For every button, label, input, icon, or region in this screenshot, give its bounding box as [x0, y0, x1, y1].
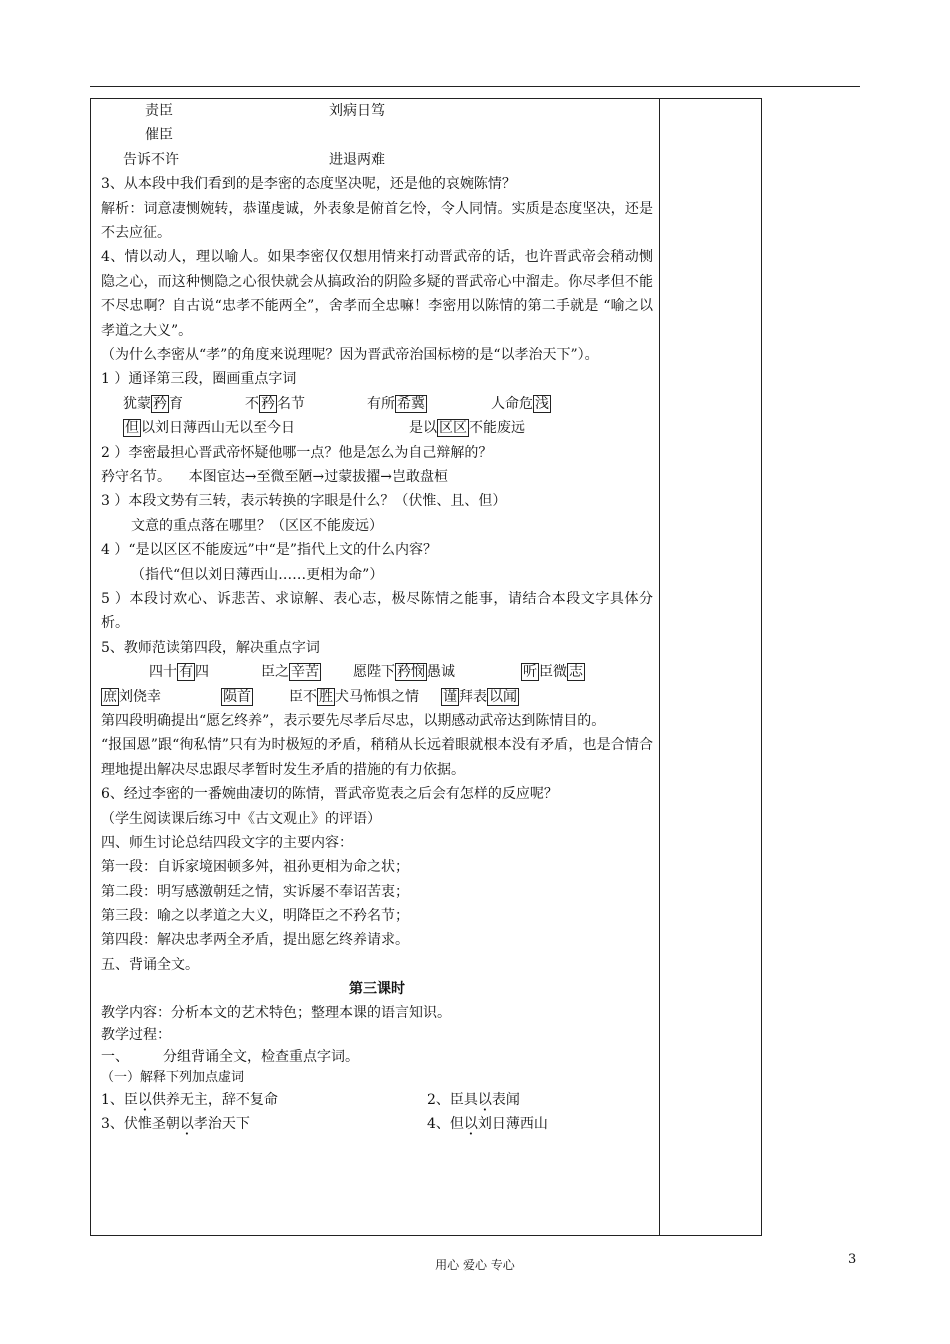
- text: 以刘日薄西山无以至今日: [141, 420, 295, 437]
- question-4: 4、情以动人，理以喻人。如果李密仅仅想用情来打动晋武帝的话，也许晋武帝会稍动恻隐之心，而这种恻隐之心很快就会从搞政治的阴险多疑的晋武帝心中溜走。你尽孝但不能不尽忠啊？自古说“忠孝不能两全”，舍孝而全忠嘛！李密用以陈情的第二手就是 “喻之以孝道之大义”。: [101, 249, 653, 339]
- boxed-word: 浅: [535, 395, 549, 412]
- text: 有所: [367, 395, 395, 412]
- text: 人命危: [491, 395, 533, 412]
- exercise-row-1: [101, 1088, 653, 1112]
- text: 催臣: [145, 127, 173, 144]
- text: 愿陛下: [353, 664, 395, 681]
- question-5: 5、教师范读第四段，解决重点字词: [101, 639, 320, 656]
- text: 拜表: [459, 688, 487, 705]
- step-3: 3 ）本段文势有三转，表示转换的字眼是什么？（伏惟、且、但）: [101, 493, 507, 510]
- dotted-word: 以: [137, 1091, 152, 1108]
- text: 不能废远: [469, 420, 525, 437]
- text: 刘侥幸: [119, 688, 161, 705]
- step-5: 5 ）本段讨欢心、诉悲苦、求谅解、表心志，极尽陈情之能事，请结合本段文字具体分析。: [101, 590, 653, 632]
- step-2: 2 ）李密最担心晋武帝怀疑他哪一点？他是怎么为自己辩解的？: [101, 444, 493, 461]
- answer-3: 解析：词意凄恻婉转，恭谨虔诚，外表象是俯首乞怜，令人同情。实质是态度坚决，还是不去应征。: [101, 200, 653, 241]
- teaching-content: 教学内容：分析本文的艺术特色；整理本课的语言知识。: [101, 1004, 451, 1021]
- lesson-content: [101, 99, 653, 1136]
- question-3: 3、从本段中我们看到的是李密的态度坚决呢，还是他的哀婉陈情？: [101, 176, 516, 193]
- boxed-word: 但: [125, 420, 139, 437]
- boxed-word: 区区: [439, 420, 467, 437]
- lesson-table: [90, 98, 762, 1236]
- keywords-row-2: [101, 416, 653, 440]
- text: 臣不: [289, 688, 317, 705]
- text: 告诉不许: [123, 151, 179, 168]
- boxed-word: 陨首: [223, 688, 251, 705]
- text: 育: [169, 395, 183, 412]
- header-rule: [90, 86, 860, 87]
- text: 愚诚: [427, 664, 455, 681]
- text: 四十: [149, 664, 177, 681]
- text: 臣微: [539, 664, 567, 681]
- section-5-heading: 五、背诵全文。: [101, 956, 199, 973]
- step-3-answer: 文意的重点落在哪里？（区区不能废远）: [131, 517, 383, 534]
- keywords-row-1: [101, 392, 653, 416]
- text: 犹蒙: [123, 395, 151, 412]
- column-divider: [659, 99, 660, 1235]
- text: 3、伏惟圣朝: [101, 1115, 180, 1132]
- question-6: 6、经过李密的一番婉曲凄切的陈情，晋武帝览表之后会有怎样的反应呢？: [101, 786, 558, 803]
- footer-text: 用心 爱心 专心: [435, 1258, 515, 1272]
- step-4: 4 ）“是以区区不能废远”中“是”指代上文的什么内容？: [101, 542, 437, 559]
- summary-3: 第三段：喻之以孝道之大义，明降臣之不矜名节；: [101, 908, 409, 925]
- text: 四: [195, 664, 209, 681]
- text: 4、但: [427, 1115, 464, 1132]
- line: [101, 123, 653, 147]
- text: 名节: [277, 395, 305, 412]
- section-4-heading: 四、师生讨论总结四段文字的主要内容：: [101, 834, 353, 851]
- teaching-process: 教学过程：: [101, 1026, 171, 1043]
- exercise-row-2: [101, 1112, 653, 1136]
- summary-2: 第二段：明写感激朝廷之情，实诉屡不奉诏苦衷；: [101, 883, 409, 900]
- boxed-word: 辛苦: [291, 664, 319, 681]
- summary-4: 第四段：解决忠孝两全矛盾，提出愿乞终养请求。: [101, 932, 409, 949]
- text: 责臣: [145, 103, 173, 119]
- dotted-word: 以: [463, 1115, 478, 1132]
- boxed-word: 矜悯: [397, 664, 425, 681]
- step-one: [101, 1046, 653, 1068]
- text: 表闻: [491, 1091, 520, 1108]
- question-6-note: （学生阅读课后练习中《古文观止》的评语）: [101, 810, 381, 827]
- text: 1、臣: [101, 1091, 138, 1108]
- step-2-answer: 矜守名节。 本图宦达→至微至陋→过蒙拔擢→岂敢盘桓: [101, 468, 448, 485]
- keywords-row-4: [101, 685, 653, 709]
- text: 刘日薄西山: [477, 1115, 548, 1132]
- dotted-word: 以: [179, 1115, 194, 1132]
- line: [101, 99, 653, 123]
- step-4-answer: （指代“但以刘日薄西山……更相为命”）: [131, 566, 384, 583]
- boxed-word: 庶: [103, 688, 117, 705]
- keywords-row-3: [101, 660, 653, 684]
- page-number: 3: [848, 1252, 857, 1267]
- text: 是以: [409, 420, 437, 437]
- step-1: 1 ）通译第三段，圈画重点字词: [101, 371, 297, 388]
- summary-1: 第一段：自诉家境困顿多舛，祖孙更相为命之状；: [101, 859, 409, 876]
- line: [101, 148, 653, 172]
- boxed-word: 谨: [443, 688, 457, 705]
- text: 刘病日笃: [329, 103, 385, 119]
- boxed-word: 胜: [319, 688, 333, 705]
- text: 供养无主，辞不复命: [151, 1091, 278, 1108]
- dotted-word: 以: [477, 1091, 492, 1108]
- text: 孝治天下: [193, 1115, 250, 1132]
- boxed-word: 听: [523, 664, 537, 681]
- text: 臣之: [261, 664, 289, 681]
- boxed-word: 矜: [261, 395, 275, 412]
- boxed-word: 志: [569, 664, 583, 681]
- boxed-word: 希冀: [397, 395, 425, 412]
- text: 犬马怖惧之情: [335, 688, 419, 705]
- paragraph-5: “报国恩”跟“徇私情”只有为时极短的矛盾，稍稍从长远着眼就根本没有矛盾，也是合情合理地提出解决尽忠跟尽孝暂时发生矛盾的措施的有力依据。: [101, 737, 653, 778]
- text: 一、: [101, 1048, 129, 1065]
- note-4: （为什么李密从“孝”的角度来说理呢？因为晋武帝治国标榜的是“以孝治天下”）。: [101, 347, 599, 363]
- boxed-word: 矜: [153, 395, 167, 412]
- exercise-heading: （一）解释下列加点虚词: [101, 1069, 245, 1085]
- lesson-3-title: 第三课时: [349, 981, 405, 998]
- text: 2、臣具: [427, 1091, 478, 1108]
- paragraph-4: 第四段明确提出“愿乞终养”，表示要先尽孝后尽忠，以期感动武帝达到陈情目的。: [101, 712, 606, 729]
- text: 不: [245, 395, 259, 412]
- boxed-word: 以闻: [489, 688, 517, 705]
- text: 分组背诵全文，检查重点字词。: [163, 1048, 359, 1065]
- boxed-word: 有: [179, 664, 193, 681]
- text: 进退两难: [329, 151, 385, 168]
